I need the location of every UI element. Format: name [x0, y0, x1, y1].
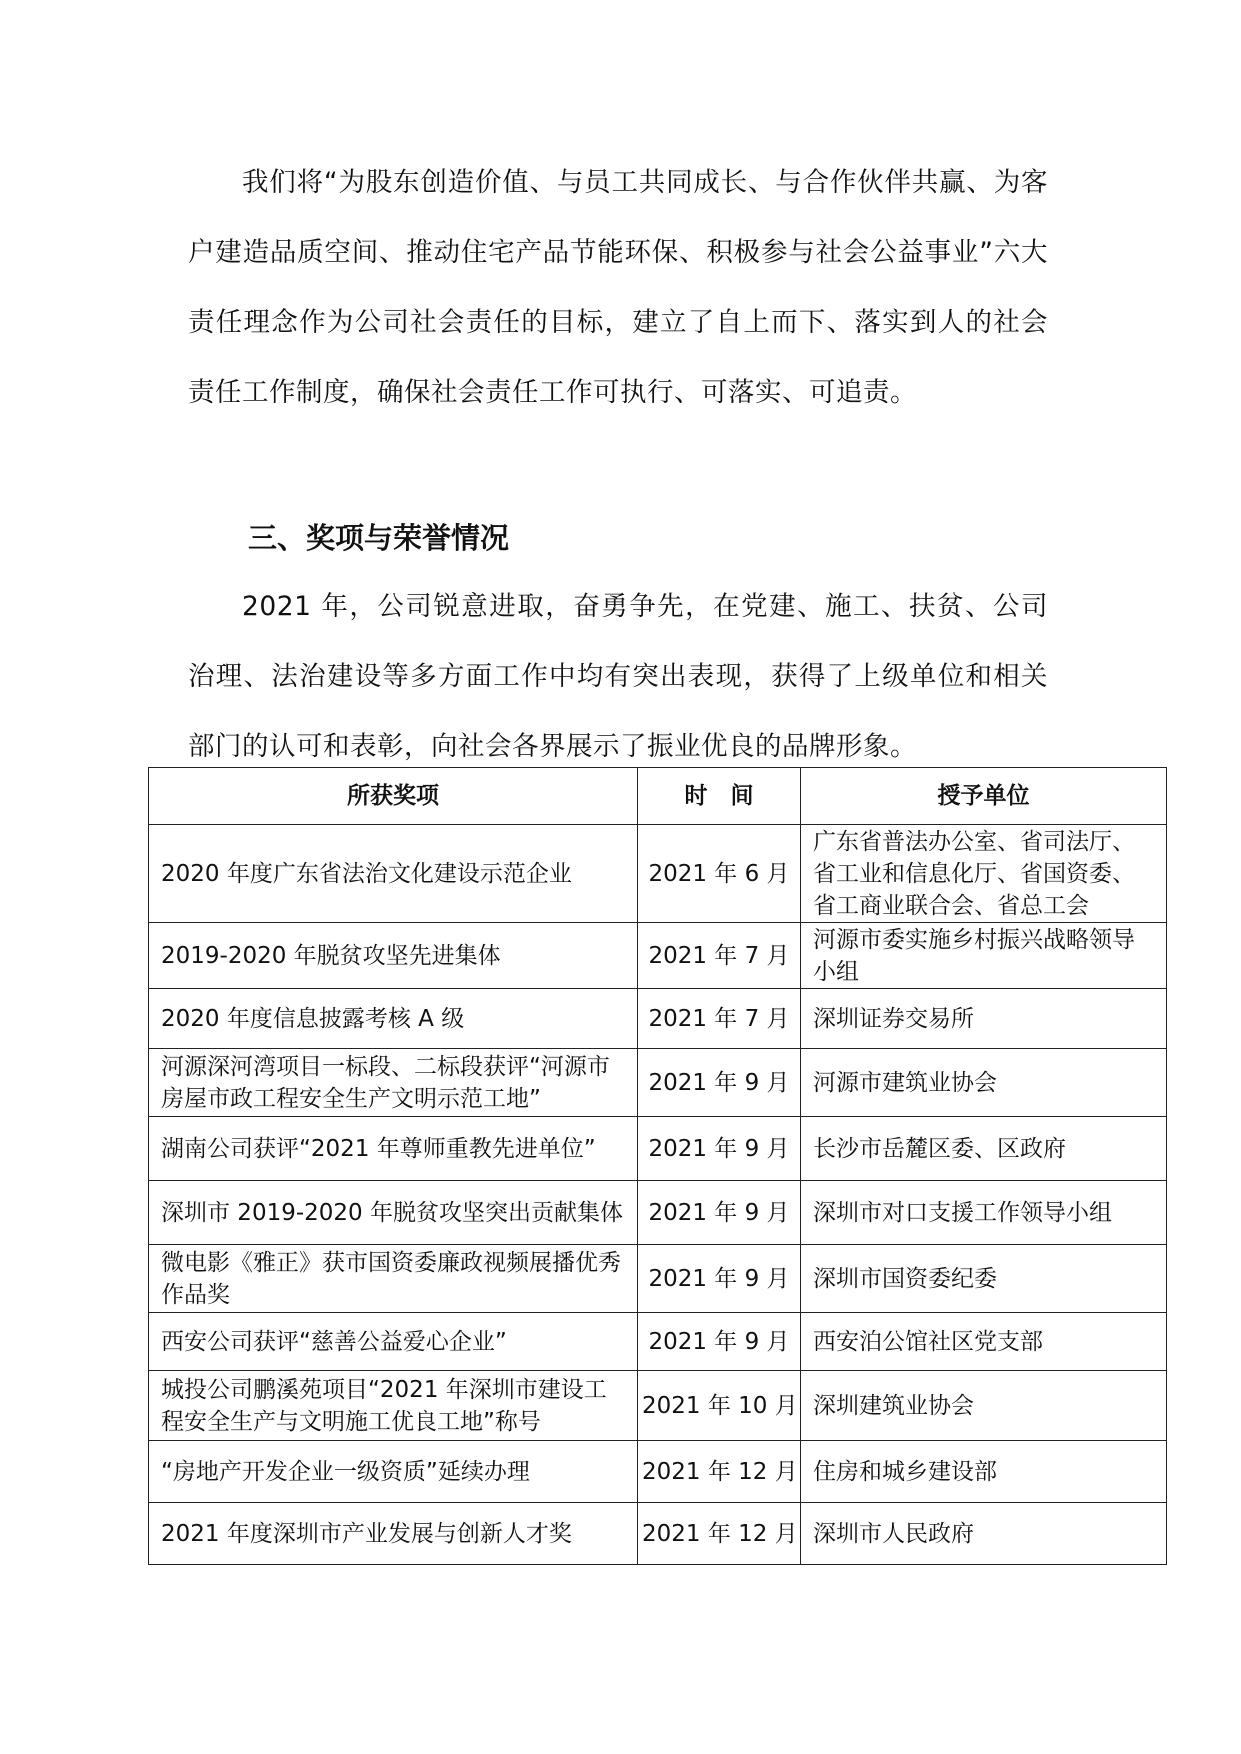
unit-cell: 深圳市对口支援工作领导小组: [801, 1181, 1167, 1245]
time-cell: 2021 年 9 月: [638, 1117, 801, 1181]
table-row: [149, 1181, 1167, 1245]
unit-cell: 河源市委实施乡村振兴战略领导小组: [801, 923, 1167, 989]
award-cell: 深圳市 2019-2020 年脱贫攻坚突出贡献集体: [149, 1181, 638, 1245]
header-time: 时 间: [638, 768, 801, 825]
header-unit: 授予单位: [801, 768, 1167, 825]
awards-table: [148, 767, 1167, 1565]
award-cell: 河源深河湾项目一标段、二标段获评“河源市房屋市政工程安全生产文明示范工地”: [149, 1049, 638, 1117]
award-cell: 2019-2020 年脱贫攻坚先进集体: [149, 923, 638, 989]
time-cell: 2021 年 6 月: [638, 825, 801, 923]
award-cell: 城投公司鹏溪苑项目“2021 年深圳市建设工程安全生产与文明施工优良工地”称号: [149, 1371, 638, 1441]
responsibility-paragraph: 我们将“为股东创造价值、与员工共同成长、与合作伙伴共赢、为客户建造品质空间、推动住宅产品节能环保、积极参与社会公益事业”六大责任理念作为公司社会责任的目标，建立了自上而下、落实到人的社会责任工作制度，确保社会责任工作可执行、可落实、可追责。: [188, 167, 1048, 408]
table-row: [149, 1117, 1167, 1181]
award-cell: 湖南公司获评“2021 年尊师重教先进单位”: [149, 1117, 638, 1181]
time-cell: 2021 年 7 月: [638, 923, 801, 989]
award-cell: 2020 年度信息披露考核 A 级: [149, 989, 638, 1049]
time-cell: 2021 年 9 月: [638, 1313, 801, 1371]
table-row: [149, 1441, 1167, 1503]
time-cell: 2021 年 12 月: [638, 1441, 801, 1503]
award-cell: 2020 年度广东省法治文化建设示范企业: [149, 825, 638, 923]
award-cell: “房地产开发企业一级资质”延续办理: [149, 1441, 638, 1503]
table-header-row: [149, 768, 1167, 825]
table-row: [149, 989, 1167, 1049]
unit-cell: 西安泊公馆社区党支部: [801, 1313, 1167, 1371]
unit-cell: 河源市建筑业协会: [801, 1049, 1167, 1117]
table-row: [149, 1313, 1167, 1371]
time-cell: 2021 年 10 月: [638, 1371, 801, 1441]
table-row: [149, 1503, 1167, 1565]
time-cell: 2021 年 9 月: [638, 1181, 801, 1245]
unit-cell: 长沙市岳麓区委、区政府: [801, 1117, 1167, 1181]
time-cell: 2021 年 9 月: [638, 1049, 801, 1117]
table-row: [149, 825, 1167, 923]
table-row: [149, 1049, 1167, 1117]
unit-cell: 住房和城乡建设部: [801, 1441, 1167, 1503]
table-row: [149, 1371, 1167, 1441]
header-award: 所获奖项: [149, 768, 638, 825]
time-cell: 2021 年 12 月: [638, 1503, 801, 1565]
table-row: [149, 923, 1167, 989]
award-cell: 西安公司获评“慈善公益爱心企业”: [149, 1313, 638, 1371]
time-cell: 2021 年 7 月: [638, 989, 801, 1049]
unit-cell: 深圳市国资委纪委: [801, 1245, 1167, 1313]
unit-cell: 深圳市人民政府: [801, 1503, 1167, 1565]
unit-cell: 广东省普法办公室、省司法厅、省工业和信息化厅、省国资委、省工商业联合会、省总工会: [801, 825, 1167, 923]
unit-cell: 深圳建筑业协会: [801, 1371, 1167, 1441]
awards-intro-paragraph: 2021 年，公司锐意进取，奋勇争先，在党建、施工、扶贫、公司治理、法治建设等多方面工作中均有突出表现，获得了上级单位和相关部门的认可和表彰，向社会各界展示了振业优良的品牌形象。: [188, 591, 1048, 762]
section-heading: 三、奖项与荣誉情况: [248, 521, 510, 555]
table-row: [149, 1245, 1167, 1313]
time-cell: 2021 年 9 月: [638, 1245, 801, 1313]
award-cell: 2021 年度深圳市产业发展与创新人才奖: [149, 1503, 638, 1565]
award-cell: 微电影《雅正》获市国资委廉政视频展播优秀作品奖: [149, 1245, 638, 1313]
unit-cell: 深圳证券交易所: [801, 989, 1167, 1049]
